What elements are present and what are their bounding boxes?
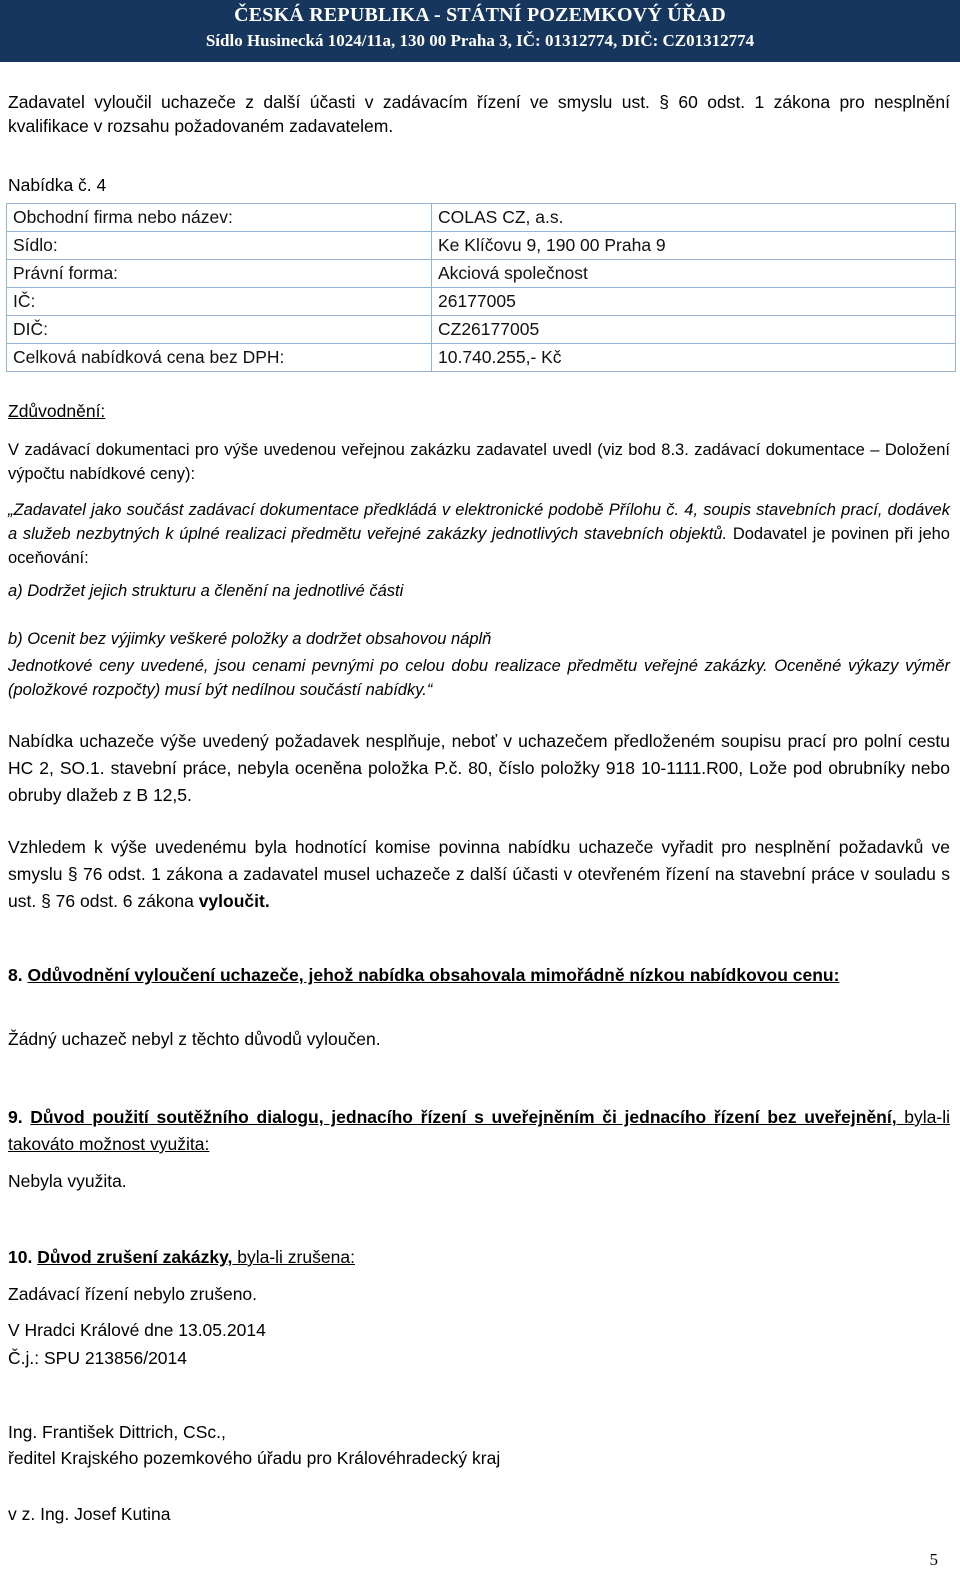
signer-title: ředitel Krajského pozemkového úřadu pro Královéhradecký kraj: [8, 1448, 501, 1468]
on-behalf-signer: v z. Ing. Josef Kutina: [8, 1504, 171, 1524]
quote-tail-text: Dodavatel je povinen při jeho oceňování:: [8, 525, 950, 567]
letterhead: [0, 0, 960, 62]
section-9-title-rest: byla-li takováto možnost využita:: [8, 1107, 950, 1154]
section-9-heading: [8, 1104, 950, 1158]
noncompliance-paragraph: Nabídka uchazeče výše uvedený požadavek nesplňuje, neboť v uchazečem předloženém soupisu prací pro polní cestu HC 2, SO.1. stavební práce, nebyla oceněna položka P.č. 80, číslo položky 918 10-1111.R00, Lože pod obrubníky nebo obruby dlažeb z B 12,5.: [8, 731, 950, 805]
section-10-text: Zadávací řízení nebylo zrušeno.: [8, 1284, 258, 1304]
row-label: Sídlo:: [7, 232, 432, 260]
section-10-title: Důvod zrušení zakázky,: [37, 1247, 233, 1267]
row-value: 26177005: [432, 288, 956, 316]
section-9-title: Důvod použití soutěžního dialogu, jednacího řízení s uveřejněním či jednacího řízení bez uveřejnění,: [30, 1107, 897, 1127]
row-value: Ke Klíčovu 9, 190 00 Praha 9: [432, 232, 956, 260]
offer-title: Nabídka č. 4: [8, 175, 107, 195]
section-8-title: Odůvodnění vyloučení uchazeče, jehož nabídka obsahovala mimořádně nízkou nabídkovou cenu:: [27, 965, 840, 985]
table-row: [7, 260, 956, 288]
row-value: 10.740.255,- Kč: [432, 344, 956, 372]
section-9-number: 9.: [8, 1107, 31, 1127]
section-8-number: 8.: [8, 965, 28, 985]
list-item-b: b) Ocenit bez výjimky veškeré položky a dodržet obsahovou náplň: [8, 630, 492, 648]
section-8-heading: [8, 962, 950, 989]
offer-table: [6, 203, 956, 372]
row-value: Akciová společnost: [432, 260, 956, 288]
row-value: COLAS CZ, a.s.: [432, 204, 956, 232]
table-row: [7, 232, 956, 260]
justification-heading: Zdůvodnění:: [8, 401, 106, 421]
row-value: CZ26177005: [432, 316, 956, 344]
row-label: DIČ:: [7, 316, 432, 344]
quote-end-paragraph: Jednotkové ceny uvedené, jsou cenami pevnými po celou dobu realizace předmětu veřejné zakázky. Oceněné výkazy výměr (položkové rozpočty) musí být nedílnou součástí nabídky.“: [8, 657, 950, 699]
page-number: 5: [929, 1550, 938, 1569]
exclusion-paragraph: [8, 834, 950, 915]
row-label: IČ:: [7, 288, 432, 316]
quoted-requirement: [8, 498, 950, 570]
section-10-number: 10.: [8, 1247, 38, 1267]
quote-italic-text: „Zadavatel jako součást zadávací dokumentace předkládá v elektronické podobě Přílohu č. 4, soupis stavebních prací, dodávek a služeb nezbytných k úplné realizaci předmětu veřejné zakázky jednotlivých stavebních objektů.: [8, 501, 950, 543]
row-label: Celková nabídková cena bez DPH:: [7, 344, 432, 372]
section-10-heading: [8, 1245, 950, 1269]
section-8-text: Žádný uchazeč nebyl z těchto důvodů vyloučen.: [8, 1029, 381, 1049]
section-9-text: Nebyla využita.: [8, 1171, 127, 1191]
intro-paragraph: Zadavatel vyloučil uchazeče z další účasti v zadávacím řízení ve smyslu ust. § 60 odst. 1 zákona pro nesplnění kvalifikace v rozsahu požadovaném zadavatelem.: [8, 92, 950, 136]
row-label: Právní forma:: [7, 260, 432, 288]
section-10-title-rest: byla-li zrušena:: [232, 1247, 355, 1267]
table-row: [7, 344, 956, 372]
list-item-a: a) Dodržet jejich strukturu a členění na jednotlivé části: [8, 582, 404, 600]
reference-number: Č.j.: SPU 213856/2014: [8, 1348, 188, 1368]
justification-paragraph: V zadávací dokumentaci pro výše uvedenou veřejnou zakázku zadavatel uvedl (viz bod 8.3. zadávací dokumentace – Doložení výpočtu nabídkové ceny):: [8, 441, 950, 483]
letterhead-title: ČESKÁ REPUBLIKA - STÁTNÍ POZEMKOVÝ ÚŘAD: [234, 4, 726, 26]
signer-name: Ing. František Dittrich, CSc.,: [8, 1422, 226, 1442]
table-row: [7, 316, 956, 344]
letterhead-address: Sídlo Husinecká 1024/11a, 130 00 Praha 3, IČ: 01312774, DIČ: CZ01312774: [205, 31, 755, 50]
row-label: Obchodní firma nebo název:: [7, 204, 432, 232]
exclusion-text: Vzhledem k výše uvedenému byla hodnotící komise povinna nabídku uchazeče vyřadit pro nesplnění požadavků ve smyslu § 76 odst. 1 zákona a zadavatel musel uchazeče z další účasti v otevřeném řízení na stavební práce v souladu s ust. § 76 odst. 6 zákona: [8, 837, 950, 911]
exclusion-verdict: vyloučit.: [198, 891, 270, 911]
place-and-date: V Hradci Králové dne 13.05.2014: [8, 1320, 266, 1340]
table-row: [7, 288, 956, 316]
table-row: [7, 204, 956, 232]
